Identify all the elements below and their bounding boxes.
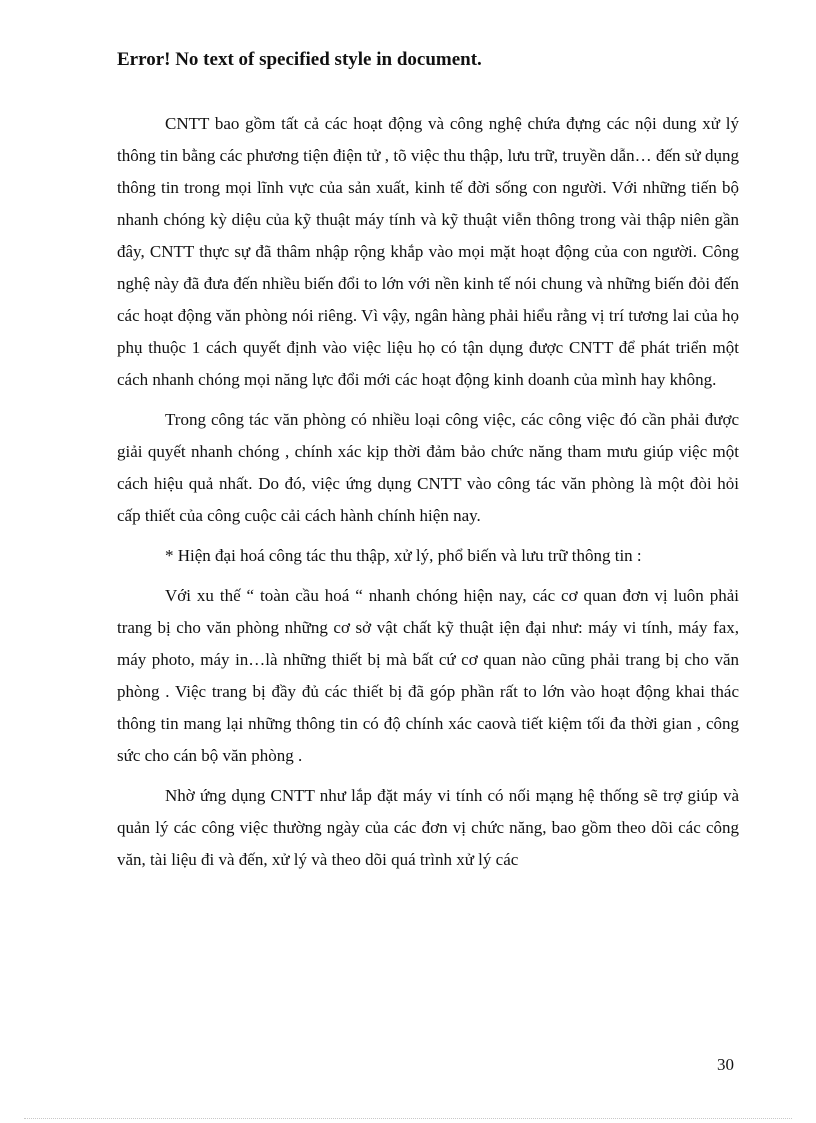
paragraph-cntt-application: Nhờ ứng dụng CNTT như lắp đặt máy vi tính có nối mạng hệ thống sẽ trợ giúp và quản lý các công việc thường ngày của các đơn vị chức năng, bao gồm theo dõi các công văn, tài liệu đi và đến, xử lý và theo dõi quá trình xử lý các	[117, 786, 739, 869]
page-bottom-divider	[24, 1118, 792, 1119]
paragraph-globalization: Với xu thế “ toàn cầu hoá “ nhanh chóng hiện nay, các cơ quan đơn vị luôn phải trang bị cho văn phòng những cơ sở vật chất kỹ thuật iện đại như: máy vi tính, máy fax, máy photo, máy in…là những thiết bị mà bất cứ cơ quan nào cũng phải trang bị cho văn phòng . Việc trang bị đầy đủ các thiết bị đã góp phần rất to lớn vào hoạt động khai thác thông tin mang lại những thông tin có độ chính xác caovà tiết kiệm tối đa thời gian , công sức cho cán bộ văn phòng .	[117, 586, 739, 765]
error-heading: Error! No text of specified style in document.	[117, 49, 482, 70]
paragraph-cntt-overview: CNTT bao gồm tất cả các hoạt động và công nghệ chứa đựng các nội dung xử lý thông tin bằng các phương tiện điện tử , tõ việc thu thập, lưu trữ, truyền dẫn… đến sử dụng thông tin trong mọi lĩnh vực của sản xuất, kinh tế đời sống con người. Với những tiến bộ nhanh chóng kỳ diệu của kỹ thuật máy tính và kỹ thuật viễn thông trong vài thập niên gần đây, CNTT thực sự đã thâm nhập rộng khắp vào mọi mặt hoạt động của con người. Công nghệ này đã đưa đến nhiều biến đổi to lớn với nền kinh tế nói chung và những biến đỏi đến các hoạt động văn phòng nói riêng. Vì vậy, ngân hàng phải hiểu rằng vị trí tương lai của họ phụ thuộc 1 cách quyết định vào việc liệu họ có tận dụng được CNTT để phát triển một cách nhanh chóng mọi năng lực đổi mới các hoạt động kinh doanh của mình hay không.	[117, 114, 739, 389]
paragraph-office-work: Trong công tác văn phòng có nhiều loại công việc, các công việc đó cần phải được giải quyết nhanh chóng , chính xác kịp thời đảm bảo chức năng tham mưu giúp việc một cách hiệu quả nhất. Do đó, việc ứng dụng CNTT vào công tác văn phòng là một đòi hỏi cấp thiết của công cuộc cải cách hành chính hiện nay.	[117, 410, 739, 525]
body-text	[117, 108, 739, 884]
paragraph-modernization-heading: * Hiện đại hoá công tác thu thập, xử lý, phổ biến và lưu trữ thông tin :	[165, 546, 642, 565]
page-number: 30	[717, 1055, 734, 1074]
